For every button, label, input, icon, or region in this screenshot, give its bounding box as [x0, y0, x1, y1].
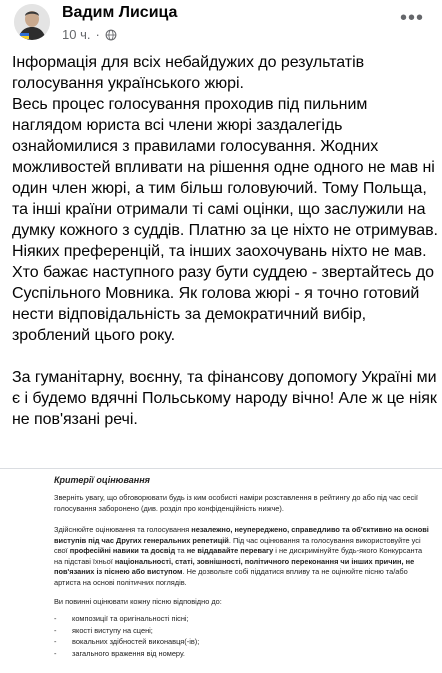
globe-icon	[105, 29, 117, 41]
document-paragraph	[54, 525, 430, 589]
list-item	[54, 613, 430, 625]
post-text	[12, 52, 440, 430]
list-item	[54, 625, 430, 637]
post-header	[0, 0, 442, 44]
doc-bold-text: професійні навики та досвід	[69, 546, 176, 556]
post-paragraph: Інформація для всіх небайдужих до результатів голосування українського жюрі.	[12, 54, 365, 92]
criteria-list	[54, 613, 430, 659]
document-title: Критерії оцінювання	[54, 475, 150, 485]
doc-bold-text: національності, статі, зовнішності, політичного переконання чи інших причин, не пов'язаних із піснею або виступом	[54, 556, 415, 577]
doc-text: та	[175, 546, 187, 556]
list-item	[54, 636, 430, 648]
list-item-text: вокальних здібностей виконавця(-ів);	[72, 637, 200, 646]
doc-bold-text: незалежно, неупереджено, справедливо та об'єктивно на основі виступів під час Других генеральних репетицій	[54, 525, 429, 545]
meta-separator: ·	[95, 27, 100, 42]
bullet-mark: -	[54, 637, 57, 646]
list-item-text: якості виступу на сцені;	[72, 625, 153, 635]
doc-text: . Під час оцінювання та голосування використовуйте усі свої	[54, 535, 421, 556]
doc-bold-text: не віддавайте перевагу	[186, 546, 274, 556]
document-paragraph: Ви повинні оцінювати кожну пісню відповідно до:	[54, 597, 222, 606]
list-item	[54, 648, 430, 660]
doc-text: і не дискримінуйте будь-якого Конкурсанта на підставі їхньої	[54, 546, 423, 566]
author-name[interactable]: Вадим Лисица	[62, 4, 178, 21]
doc-text: Здійснюйте оцінювання та голосування	[54, 525, 192, 534]
more-icon[interactable]: •••	[399, 7, 424, 29]
list-item-text: загального враження від номеру.	[72, 648, 185, 658]
doc-text: . Не дозвольте собі піддатися впливу та не оцінюйте пісню та/або артиста на основі політичних поглядів.	[54, 567, 408, 587]
bullet-mark: -	[54, 614, 57, 623]
post-paragraph: За гуманітарну, воєнну, та фінансову допомогу Україні ми є і будемо вдячні Польському народу вічно! Але ж це ніяк не пов'язані речі.	[12, 369, 437, 428]
bullet-mark: -	[54, 625, 57, 635]
document-paragraph: Зверніть увагу, що обговорювати будь із ким особисті наміри розставлення в рейтингу до або під час сесії голосування заборонено (див. розділ про конфіденційність нижче).	[54, 493, 418, 513]
avatar-photo-icon	[14, 4, 50, 40]
attached-document-image[interactable]	[0, 468, 442, 673]
avatar[interactable]	[14, 4, 50, 40]
bullet-mark: -	[54, 648, 57, 658]
post-paragraph: Весь процес голосування проходив під пильним наглядом юриста всі члени жюрі заздалегідь ознайомилися з правилами голосування. Жодних можливостей впливати на рішення одне одного не мав ні один член жюрі, а тим більш головуючий. Тому Польща, та інші країни отримали ті самі оцінки, що заслужили на думку кожного з суддів. Платню за це ніхто не отримував. Ніяких преференцій, та інших заохочувань ніхто не мав. Хто бажає наступного разу бути суддею - звертайтесь до Суспільного Мовника. Як голова жюрі - я точно готовий нести відповідальність за демократичний вибір, зроблений цього року.	[12, 96, 438, 344]
post-meta	[62, 27, 117, 42]
post-time[interactable]: 10 ч.	[62, 27, 91, 42]
list-item-text: композиції та оригінальності пісні;	[72, 614, 189, 623]
